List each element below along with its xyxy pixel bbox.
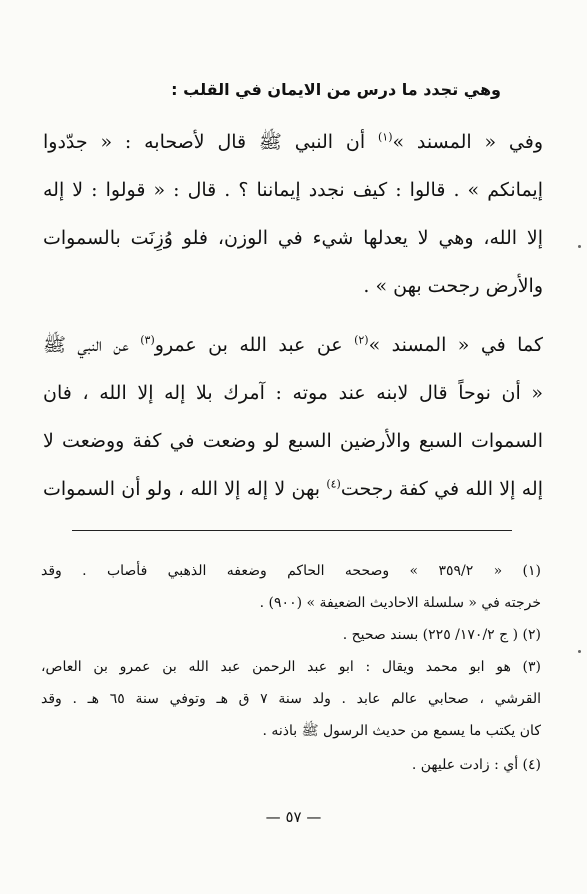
footnote-ref-1: (١) xyxy=(377,130,393,144)
scan-speck xyxy=(578,245,581,248)
scan-speck xyxy=(578,650,581,653)
page-number: — ٥٧ — xyxy=(265,808,322,826)
footnote-3-line3: كان يكتب ما يسمع من حديث الرسول ﷺ باذنه . xyxy=(262,723,541,739)
footnote-separator xyxy=(72,530,512,531)
footnote-1-line2: خرجته في « سلسلة الاحاديث الضعيفة » (٩٠٠) . xyxy=(259,595,541,611)
footnote-3-line2: القرشي ، صحابي عالم عابد . ولد سنة ٧ ق هـ وتوفي سنة ٦٥ هـ . وقد xyxy=(41,691,541,707)
section-heading: وهي تجدد ما درس من الايمان في القلب : xyxy=(171,80,501,99)
footnote-4: (٤) أي : زادت عليهن . xyxy=(411,757,541,773)
para1-line3: إلا الله، وهي لا يعدلها شيء في الوزن، فلو وُزِنَت بالسموات xyxy=(43,227,543,249)
footnote-ref-3: (٣) xyxy=(140,333,155,347)
footnote-ref-2: (٢) xyxy=(354,333,369,347)
para2-line4: إله إلا الله في كفة رجحت$^{(٤)}$ بهن لا إله إلا الله ، ولو أن السموات xyxy=(43,477,543,500)
footnote-ref-4: (٤) xyxy=(326,477,341,491)
para2-line1: كما في « المسند »$^{(٢)}$ عن عبد الله بن عمرو$^{(٣)}$ عن النبي ﷺ xyxy=(43,333,543,356)
footnote-1-line1: (١) « ٣٥٩/٢ » وصححه الحاكم وضعفه الذهبي فأصاب . وقد xyxy=(41,563,541,579)
para2-line2: « أن نوحاً قال لابنه عند موته : آمرك بلا إله إلا الله ، فان xyxy=(43,382,543,404)
para1-line2: إيمانكم » . قالوا : كيف نجدد إيماننا ؟ . قال : « قولوا : لا إله xyxy=(43,179,543,201)
para2-line3: السموات السبع والأرضين السبع لو وضعت في كفة ووضعت لا xyxy=(43,430,543,452)
footnote-3-line1: (٣) هو ابو محمد ويقال : ابو عبد الرحمن عبد الله بن عمرو بن العاص، xyxy=(41,659,541,675)
para1-line4: والأرض رجحت بهن » . xyxy=(363,275,543,297)
footnote-2: (٢) ( ج ١٧٠/٢/ ٢٢٥) بسند صحيح . xyxy=(342,627,541,643)
para1-line1: وفي « المسند »$^{(١)}$ أن النبي ﷺ قال لأصحابه : « جدّدوا xyxy=(43,130,543,153)
